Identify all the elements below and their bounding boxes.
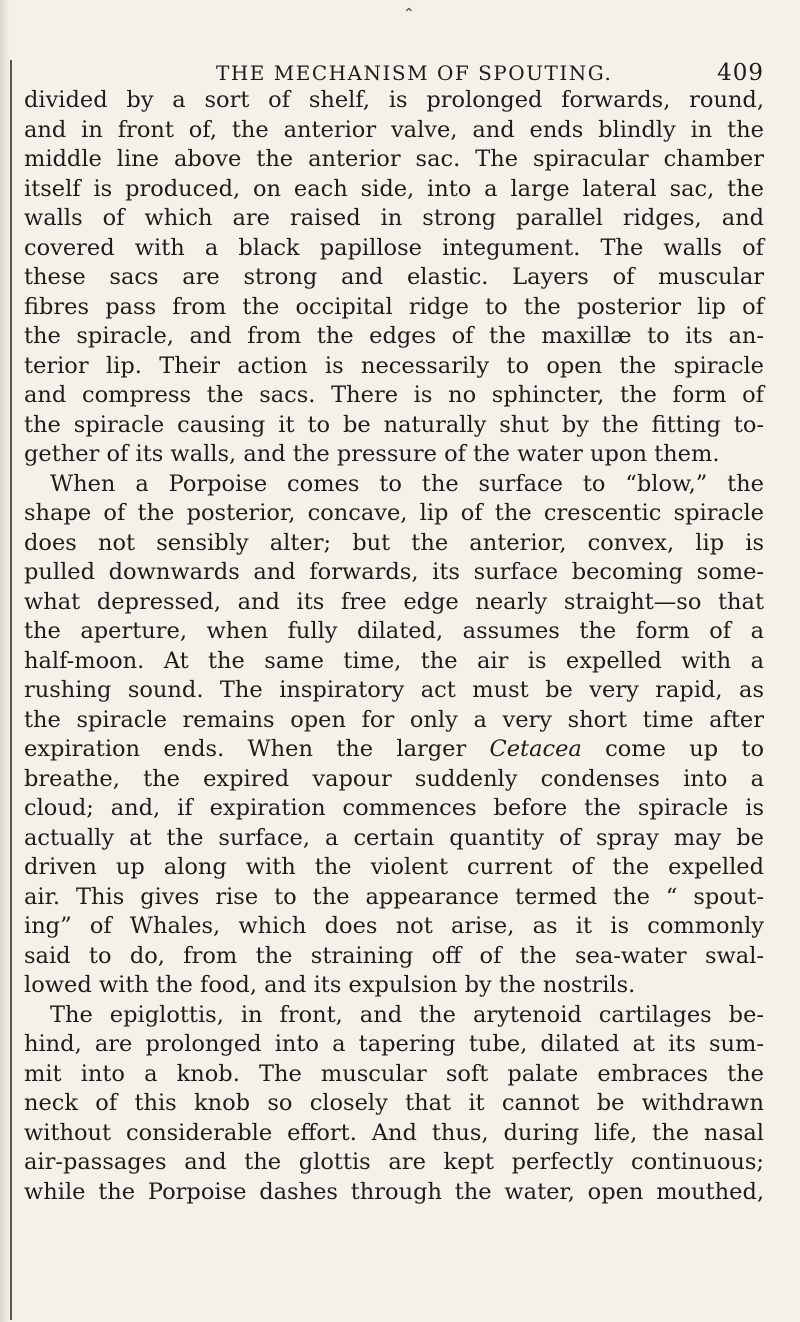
paragraph-start-line: The epiglottis, in front, and the arytenoid cartilages be- bbox=[50, 1001, 764, 1028]
text-line: pulled downwards and forwards, its surface becoming some- bbox=[24, 559, 764, 585]
text-line: terior lip. Their action is necessarily to open the spiracle bbox=[24, 352, 764, 379]
text-line: breathe, the expired vapour suddenly condenses into a bbox=[24, 765, 764, 792]
text-line: actually at the surface, a certain quantity of spray may be bbox=[24, 824, 764, 851]
running-title: THE MECHANISM OF SPOUTING. bbox=[216, 61, 613, 85]
italic-term: Cetacea bbox=[489, 736, 582, 762]
text-line: middle line above the anterior sac. The spiracular chamber bbox=[24, 146, 764, 172]
text-line: half-moon. At the same time, the air is expelled with a bbox=[24, 647, 764, 674]
text-segment: expiration ends. When the larger bbox=[24, 736, 467, 762]
text-line: the spiracle, and from the edges of the maxillæ to its an- bbox=[24, 323, 764, 349]
text-line: these sacs are strong and elastic. Layers of muscular bbox=[24, 264, 764, 290]
paragraph-start-line: When a Porpoise comes to the surface to “blow,” the bbox=[50, 470, 764, 497]
text-line: the spiracle remains open for only a very short time after bbox=[24, 706, 764, 733]
text-line: driven up along with the violent current of the expelled bbox=[24, 854, 764, 880]
text-line: air-passages and the glottis are kept perfectly continuous; bbox=[24, 1149, 764, 1175]
text-line: hind, are prolonged into a tapering tube, dilated at its sum- bbox=[24, 1031, 764, 1057]
text-line: neck of this knob so closely that it cannot be withdrawn bbox=[24, 1090, 764, 1116]
text-line: walls of which are raised in strong parallel ridges, and bbox=[24, 205, 764, 231]
page-number: 409 bbox=[717, 60, 764, 86]
text-line: rushing sound. The inspiratory act must be very rapid, as bbox=[24, 677, 764, 703]
text-line: gether of its walls, and the pressure of the water upon them. bbox=[24, 441, 720, 467]
text-line: covered with a black papillose integument. The walls of bbox=[24, 234, 764, 261]
text-line: cloud; and, if expiration commences before the spiracle is bbox=[24, 795, 764, 821]
text-line: what depressed, and its free edge nearly straight—so that bbox=[24, 588, 764, 615]
text-line: does not sensibly alter; but the anterior, convex, lip is bbox=[24, 529, 764, 556]
text-line: itself is produced, on each side, into a large lateral sac, the bbox=[24, 175, 764, 202]
text-line: fibres pass from the occipital ridge to the posterior lip of bbox=[24, 293, 764, 320]
text-line: divided by a sort of shelf, is prolonged forwards, round, bbox=[24, 87, 764, 113]
text-line: said to do, from the straining off of the sea-water swal- bbox=[24, 942, 764, 969]
text-line: shape of the posterior, concave, lip of the crescentic spiracle bbox=[24, 500, 764, 526]
text-line: air. This gives rise to the appearance termed the “ spout- bbox=[24, 883, 764, 910]
text-line: without considerable effort. And thus, during life, the nasal bbox=[24, 1119, 764, 1146]
text-line: the aperture, when fully dilated, assumes the form of a bbox=[24, 618, 764, 644]
page-edge-line bbox=[10, 60, 12, 1320]
text-line: and in front of, the anterior valve, and ends blindly in the bbox=[24, 116, 764, 143]
text-line: lowed with the food, and its expulsion by the nostrils. bbox=[24, 972, 636, 998]
text-line-with-italic bbox=[24, 735, 764, 765]
running-head bbox=[216, 60, 764, 86]
body-text bbox=[24, 86, 764, 1207]
text-line: and compress the sacs. There is no sphincter, the form of bbox=[24, 382, 764, 408]
page-binding-edge bbox=[0, 0, 10, 1322]
text-line: ing” of Whales, which does not arise, as it is commonly bbox=[24, 913, 764, 939]
text-line: while the Porpoise dashes through the water, open mouthed, bbox=[24, 1178, 764, 1205]
text-line: mit into a knob. The muscular soft palate embraces the bbox=[24, 1060, 764, 1087]
text-line: the spiracle causing it to be naturally shut by the fitting to- bbox=[24, 411, 764, 438]
text-segment: come up to bbox=[581, 736, 764, 762]
caret-mark-icon: ⌃ bbox=[403, 6, 415, 22]
